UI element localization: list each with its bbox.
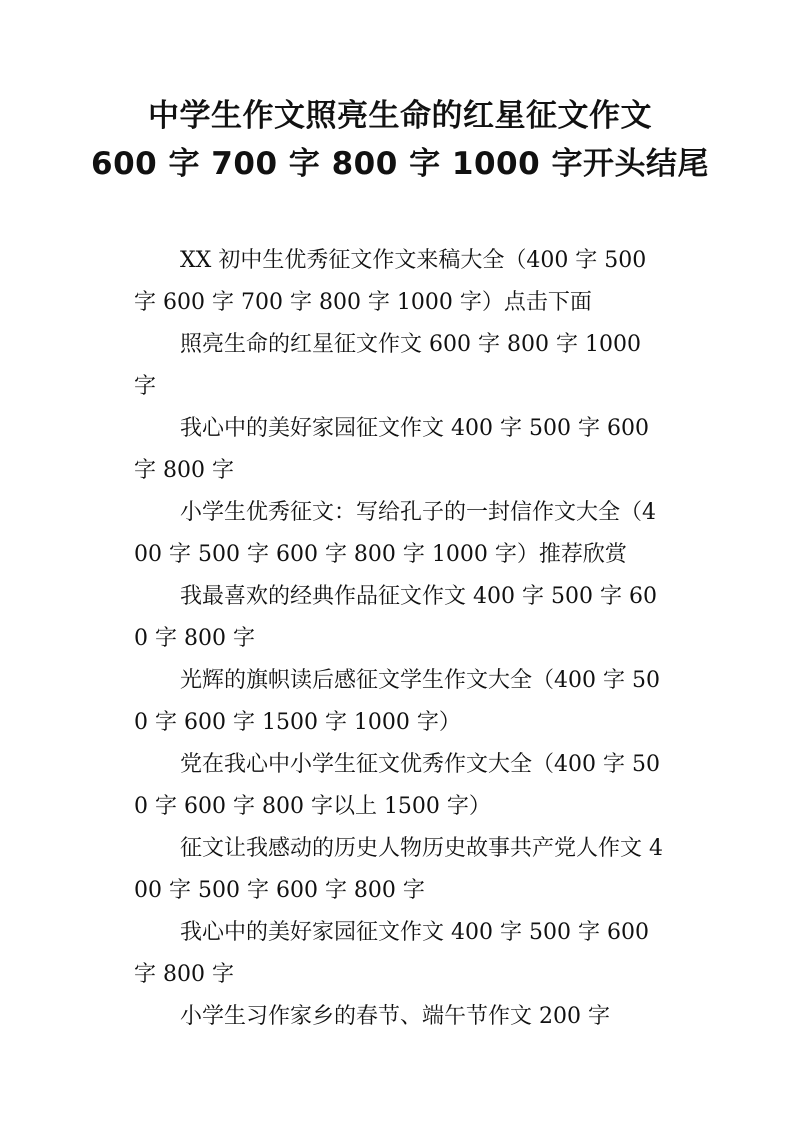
paragraph: 光辉的旗帜读后感征文学生作文大全（400 字 500 字 600 字 1500 字 1000 字）	[134, 668, 660, 735]
document-title	[0, 92, 800, 188]
paragraph: 小学生习作家乡的春节、端午节作文 200 字	[180, 1004, 610, 1029]
title-line-2: 600 字 700 字 800 字 1000 字开头结尾	[91, 146, 709, 182]
paragraph: 党在我心中小学生征文优秀作文大全（400 字 500 字 600 字 800 字以上 1500 字）	[134, 752, 660, 819]
title-line-1: 中学生作文照亮生命的红星征文作文	[148, 98, 652, 134]
paragraph: 我最喜欢的经典作品征文作文 400 字 500 字 600 字 800 字	[134, 584, 657, 651]
paragraph: 照亮生命的红星征文作文 600 字 800 字 1000 字	[134, 332, 641, 399]
paragraph: XX 初中生优秀征文作文来稿大全（400 字 500 字 600 字 700 字 800 字 1000 字）点击下面	[134, 248, 647, 315]
paragraph: 我心中的美好家园征文作文 400 字 500 字 600 字 800 字	[134, 920, 649, 987]
document-body	[134, 240, 668, 1038]
paragraph: 小学生优秀征文：写给孔子的一封信作文大全（400 字 500 字 600 字 800 字 1000 字）推荐欣赏	[134, 500, 656, 567]
paragraph: 我心中的美好家园征文作文 400 字 500 字 600 字 800 字	[134, 416, 649, 483]
paragraph: 征文让我感动的历史人物历史故事共产党人作文 400 字 500 字 600 字 800 字	[134, 836, 663, 903]
